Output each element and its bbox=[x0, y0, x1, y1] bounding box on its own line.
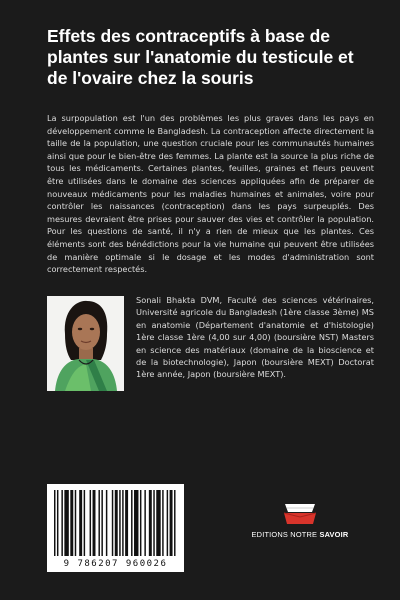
book-summary: La surpopulation est l'un des problèmes les plus graves dans les pays en développement comme le Bangladesh. La contraception affecte directement la taille de la population, une question cruciale pour les communautés humaines ainsi que pour le bien-être des femmes. La plante est la source la plus riche de tous les médicaments. Certaines plantes, feuilles, graines et fleurs peuvent être utilisées dans le domaine des sciences appliquées afin de préparer de nouveaux médicaments pour les maladies humaines et animales, voire pour contrôler les naissances (contraception) dans les pays surpeuplés. Des mesures devraient être prises pour sauver des vies et contrôler la population. Pour les questions de santé, il n'y a rien de mieux que les plantes. Ces éléments sont des bénédictions pour la vie humaine qui peuvent être utilisées de manière optimale si le dosage et les modes d'administration sont correctement respectés. bbox=[47, 113, 374, 275]
barcode-digits: 9 786207 960026 bbox=[63, 559, 168, 569]
barcode bbox=[47, 484, 184, 572]
publisher-block bbox=[245, 500, 355, 560]
book-title: Effets des contraceptifs à base de plantes sur l'anatomie du testicule et de l'ovaire chez la souris bbox=[47, 26, 354, 88]
author-photo bbox=[47, 296, 124, 391]
publisher-logo-icon bbox=[281, 500, 319, 526]
publisher-word: SAVOIR bbox=[319, 530, 349, 539]
author-bio: Sonali Bhakta DVM, Faculté des sciences vétérinaires, Université agricole du Bangladesh (1ère classe 3ème) MS en anatomie (Département d'anatomie et d'histologie) 1ère classe 1ère (4,00 sur 4,00) (boursière NST) Masters en science des matériaux (domaine de la bioscience et de la biotechnologie), Japon (boursière MEXT) Doctorat 1ère année, Japon (boursière MEXT). bbox=[136, 295, 374, 380]
publisher-name bbox=[245, 530, 355, 539]
publisher-prefix: EDITIONS NOTRE bbox=[251, 530, 318, 539]
barcode-bars bbox=[53, 490, 178, 556]
